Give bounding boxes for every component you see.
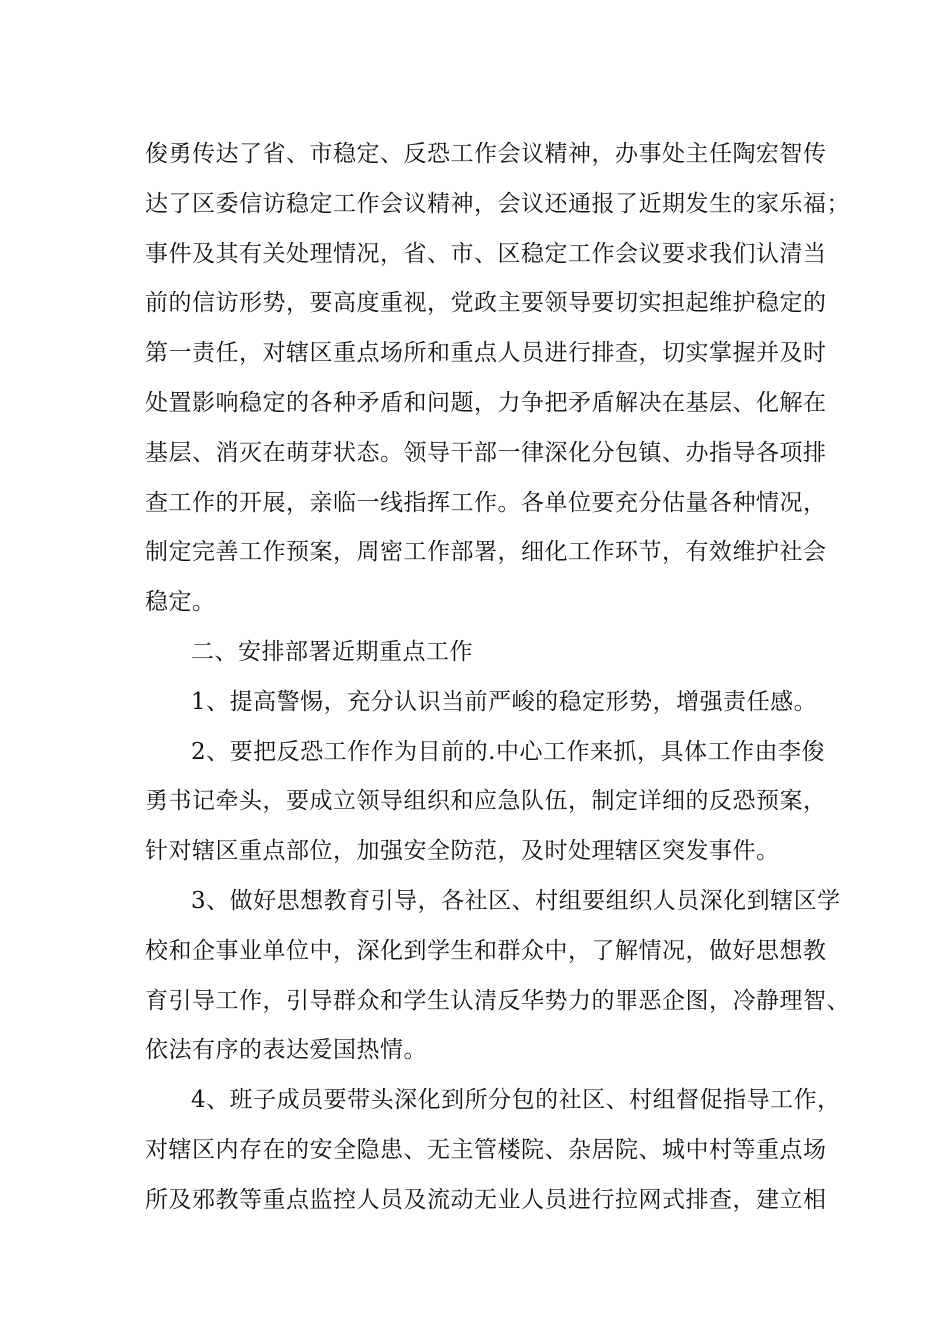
list-item-3: 3、做好思想教育引导，各社区、村组要组织人员深化到辖区学: [191, 887, 841, 914]
text-line: 基层、消灭在萌芽状态。领导干部一律深化分包镇、办指导各项排: [145, 439, 827, 466]
text-line: 制定完善工作预案，周密工作部署，细化工作环节，有效维护社会: [145, 539, 827, 566]
text-line: 校和企事业单位中，深化到学生和群众中，了解情况，做好思想教: [145, 937, 827, 964]
text-line: 处置影响稳定的各种矛盾和问题，力争把矛盾解决在基层、化解在: [145, 389, 827, 416]
text-line: 依法有序的表达爱国热情。: [145, 1037, 427, 1064]
text-line: 所及邪教等重点监控人员及流动无业人员进行拉网式排查，建立相: [145, 1186, 827, 1213]
document-body: [145, 130, 850, 1226]
text-line: 前的信访形势，要高度重视，党政主要领导要切实担起维护稳定的: [145, 290, 827, 317]
text-line: 针对辖区重点部位，加强安全防范，及时处理辖区突发事件。: [145, 838, 780, 865]
text-line: 对辖区内存在的安全隐患、无主管楼院、杂居院、城中村等重点场: [145, 1136, 827, 1163]
text-line: 事件及其有关处理情况，省、市、区稳定工作会议要求我们认清当: [145, 240, 827, 267]
text-line: 稳定。: [145, 589, 216, 616]
text-line: 育引导工作，引导群众和学生认清反华势力的罪恶企图，冷静理智、: [145, 987, 850, 1014]
text-line: 勇书记牵头，要成立领导组织和应急队伍，制定详细的反恐预案，: [145, 788, 827, 815]
list-item-2: 2、要把反恐工作作为目前的.中心工作来抓，具体工作由李俊: [191, 738, 825, 765]
text-line: 查工作的开展，亲临一线指挥工作。各单位要充分估量各种情况，: [145, 489, 827, 516]
text-line: 俊勇传达了省、市稳定、反恐工作会议精神，办事处主任陶宏智传: [145, 141, 827, 167]
text-line: 第一责任，对辖区重点场所和重点人员进行排查，切实掌握并及时: [145, 340, 827, 367]
section-heading: 二、安排部署近期重点工作: [191, 638, 473, 665]
text-line: 达了区委信访稳定工作会议精神，会议还通报了近期发生的家乐福；: [145, 190, 850, 217]
list-item-4: 4、班子成员要带头深化到所分包的社区、村组督促指导工作，: [191, 1087, 841, 1114]
list-item-1: 1、提高警惕，充分认识当前严峻的稳定形势，增强责任感。: [191, 688, 818, 715]
